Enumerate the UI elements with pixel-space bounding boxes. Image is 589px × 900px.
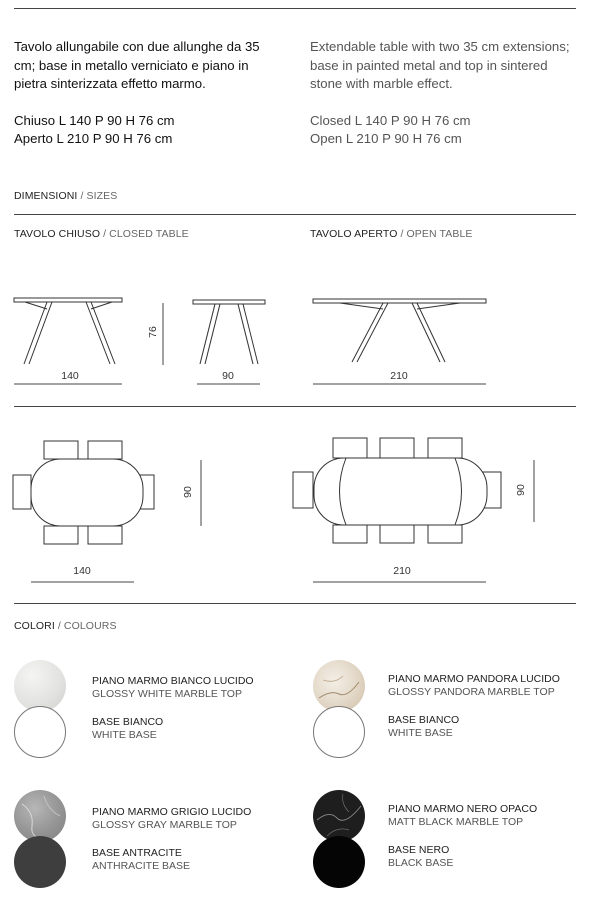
open-chair-top-3 (428, 438, 462, 458)
open-chair-top-2 (380, 438, 414, 458)
plan-open-length-label: 210 (393, 565, 411, 577)
colour-4-base-label: BASE NERO BLACK BASE (388, 844, 454, 869)
open-chair-bottom-3 (428, 525, 462, 543)
open-length-label: 210 (390, 370, 408, 382)
pandora-veins (313, 660, 365, 712)
closed-table-heading: TAVOLO CHIUSO / CLOSED TABLE (14, 228, 189, 240)
colours-heading: COLORI / COLOURS (14, 620, 117, 632)
height-label: 76 (147, 326, 159, 338)
open-dimensions-it: Aperto L 210 P 90 H 76 cm (14, 131, 173, 146)
chair-end-left (13, 475, 31, 509)
colour-1-base-label: BASE BIANCO WHITE BASE (92, 716, 164, 741)
open-chair-end-left (293, 472, 313, 508)
closed-length-label: 140 (61, 370, 79, 382)
black-veins (313, 790, 365, 842)
open-chair-bottom-1 (333, 525, 367, 543)
chair-bottom-left (44, 526, 78, 544)
swatch-base-black (313, 836, 365, 888)
colour-4-label: PIANO MARMO NERO OPACO MATT BLACK MARBLE TOP (388, 803, 538, 828)
chair-top-left (44, 441, 78, 459)
closed-depth-label: 90 (222, 370, 234, 382)
colour-1-label: PIANO MARMO BIANCO LUCIDO GLOSSY WHITE MARBLE TOP (92, 675, 254, 700)
plan-divider (14, 603, 576, 604)
closed-table-plan (31, 459, 143, 526)
swatch-base-white (14, 706, 66, 758)
dimensions-heading-it: DIMENSIONI (14, 190, 78, 202)
dimensions-heading-en: SIZES (86, 190, 118, 202)
open-chair-top-1 (333, 438, 367, 458)
swatch-base-white-2 (313, 706, 365, 758)
colour-3-label: PIANO MARMO GRIGIO LUCIDO GLOSSY GRAY MARBLE TOP (92, 806, 252, 831)
colour-2-base-label: BASE BIANCO WHITE BASE (388, 714, 460, 739)
plan-closed-depth-label: 90 (182, 486, 194, 498)
swatch-base-anthracite (14, 836, 66, 888)
open-dimensions-en: Open L 210 P 90 H 76 cm (310, 131, 462, 146)
gray-veins (14, 790, 66, 842)
chair-bottom-right (88, 526, 122, 544)
swatch-top-white-marble (14, 660, 66, 712)
description-text-it: Tavolo allungabile con due allunghe da 35 cm; base in metallo verniciato e piano in pietra sinterizzata effetto marmo. (14, 39, 260, 91)
dimensions-heading: DIMENSIONI / SIZES (14, 190, 118, 202)
chair-top-right (88, 441, 122, 459)
closed-dimensions-it: Chiuso L 140 P 90 H 76 cm (14, 112, 175, 128)
description-text-en: Extendable table with two 35 cm extensions; base in painted metal and top in sintered stone with marble effect. (310, 39, 570, 91)
plan-open-depth-label: 90 (515, 484, 527, 496)
plan-closed-length-label: 140 (73, 565, 91, 577)
colour-2-label: PIANO MARMO PANDORA LUCIDO GLOSSY PANDORA MARBLE TOP (388, 673, 560, 698)
colour-3-base-label: BASE ANTRACITE ANTHRACITE BASE (92, 847, 191, 872)
open-chair-bottom-2 (380, 525, 414, 543)
closed-dimensions-en: Closed L 140 P 90 H 76 cm (310, 112, 471, 128)
open-table-heading: TAVOLO APERTO / OPEN TABLE (310, 228, 473, 240)
